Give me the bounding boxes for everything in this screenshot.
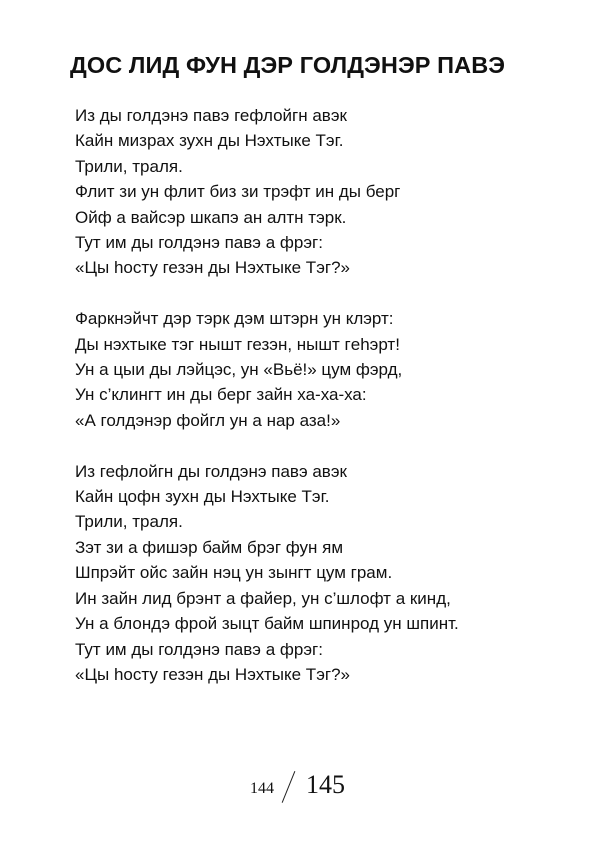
- poem-line: Трили, траля.: [75, 156, 183, 176]
- poem-line: «Цы hосту гезэн ды Нэхтыке Тэг?»: [75, 258, 350, 278]
- poem-line: Флит зи ун флит биз зи трэфт ин ды берг: [75, 182, 401, 202]
- poem-line: Ды нэхтыке тэг нышт гезэн, нышт гehэрт!: [75, 334, 400, 354]
- stanza-2: [75, 306, 545, 433]
- poem-line: Кайн цофн зухн ды Нэхтыке Тэг.: [75, 487, 330, 507]
- folio-slash-divider: [282, 771, 296, 803]
- poem-line: Ойф а вайсэр шкапэ ан алтн тэрк.: [75, 207, 347, 227]
- poem-line: Из гефлойгн ды голдэнэ павэ авэк: [75, 461, 347, 481]
- poem-title: ДОС ЛИД ФУН ДЭР ГОЛДЭНЭР ПАВЭ: [70, 52, 506, 78]
- poem-line: Кайн мизрах зухн ды Нэхтыке Тэг.: [75, 131, 344, 151]
- right-page-number: 145: [306, 770, 345, 799]
- poem-body: [75, 103, 545, 713]
- left-page-number: 144: [250, 780, 274, 797]
- poem-line: Шпрэйт ойс зайн нэц ун зынгт цум грам.: [75, 563, 393, 583]
- poem-line: Ун а цыи ды лэйцэс, ун «Вьё!» цум фэрд,: [75, 360, 403, 380]
- poem-line: Зэт зи а фишэр байм брэг фун ям: [75, 537, 344, 557]
- poem-line: Тут им ды голдэнэ павэ а фрэг:: [75, 639, 323, 659]
- poem-line: «Цы hосту гезэн ды Нэхтыке Тэг?»: [75, 664, 350, 684]
- stanza-1: [75, 103, 545, 281]
- stanza-3: [75, 459, 545, 688]
- poem-line: Ин зайн лид брэнт а файер, ун с’шлофт а кинд,: [75, 588, 451, 608]
- page-numbers: [250, 768, 360, 808]
- poem-line: Из ды голдэнэ павэ гефлойгн авэк: [75, 106, 347, 125]
- poem-line: Фаркнэйчт дэр тэрк дэм штэрн ун клэрт:: [75, 309, 394, 329]
- poem-line: Ун а блондэ фрой зыцт байм шпинрод ун шпинт.: [75, 614, 459, 634]
- poem-line: Тут им ды голдэнэ павэ а фрэг:: [75, 233, 323, 253]
- poem-line: «А голдэнэр фойгл ун а нар аза!»: [75, 410, 341, 430]
- poem-line: Ун с’клингт ин ды берг зайн ха-ха-ха:: [75, 385, 367, 405]
- poem-line: Трили, траля.: [75, 512, 183, 532]
